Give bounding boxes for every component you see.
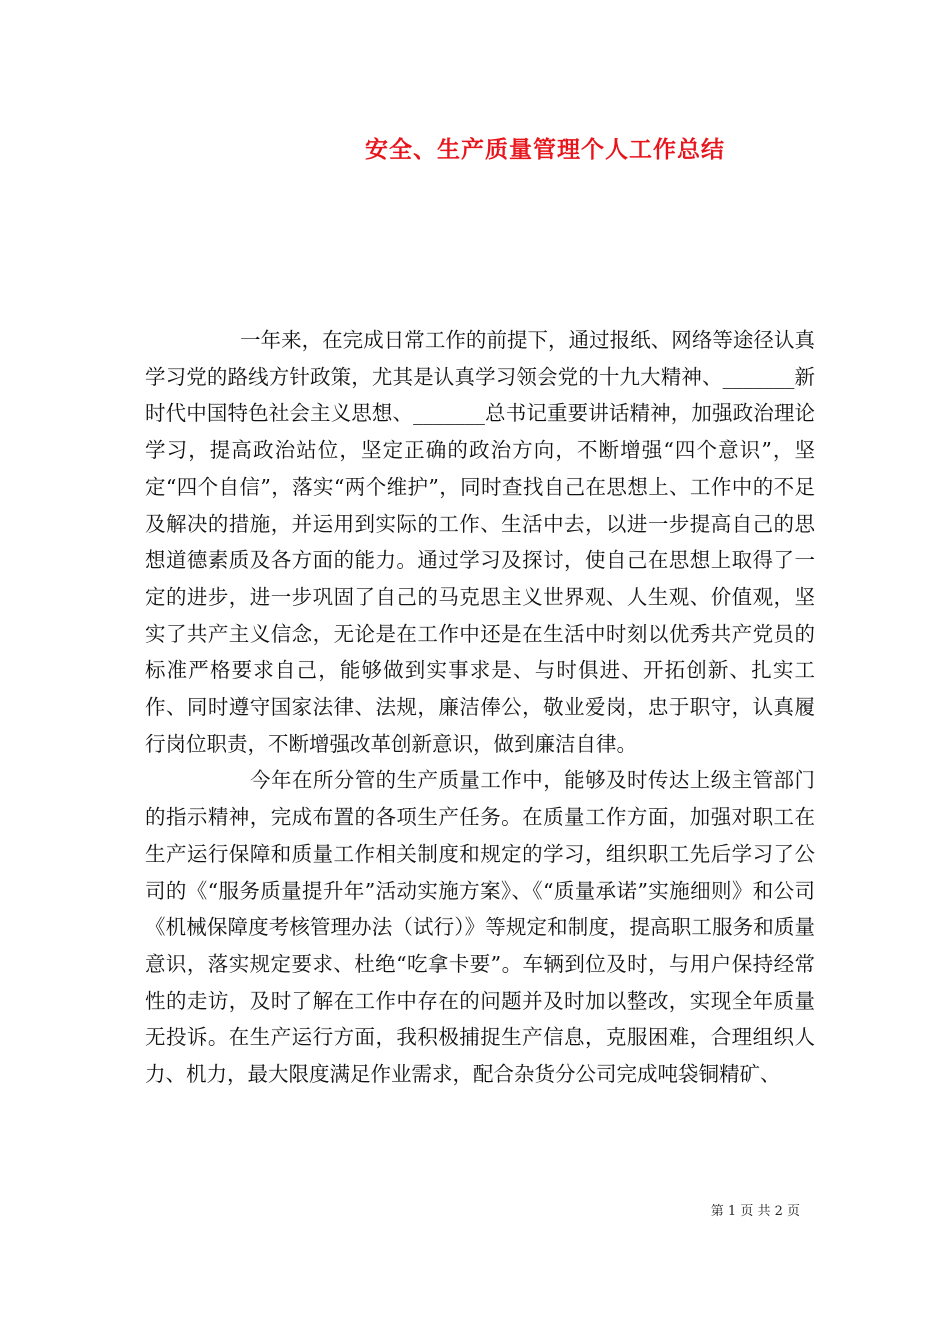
page-number-footer: 第 1 页 共 2 页 [710, 1204, 800, 1219]
document-body [145, 322, 815, 1093]
document-title: 安全、生产质量管理个人工作总结 [365, 136, 725, 163]
paragraph-1: 一年来，在完成日常工作的前提下，通过报纸、网络等途径认真学习党的路线方针政策，尤其是认真学习领会党的十九大精神、_______新时代中国特色社会主义思想、_______总书记重要讲话精神，加强政治理论学习，提高政治站位，坚定正确的政治方向，不断增强“四个意识”，坚定“四个自信”，落实“两个维护”，同时查找自己在思想上、工作中的不足及解决的措施，并运用到实际的工作、生活中去，以进一步提高自己的思想道德素质及各方面的能力。通过学习及探讨，使自己在思想上取得了一定的进步，进一步巩固了自己的马克思主义世界观、人生观、价值观，坚实了共产主义信念，无论是在工作中还是在生活中时刻以优秀共产党员的标准严格要求自己，能够做到实事求是、与时俱进、开拓创新、扎实工作、同时遵守国家法律、法规，廉洁俸公，敬业爱岗，忠于职守，认真履行岗位职责，不断增强改革创新意识，做到廉洁自律。 [145, 328, 815, 756]
paragraph-2: 今年在所分管的生产质量工作中，能够及时传达上级主管部门的指示精神，完成布置的各项生产任务。在质量工作方面，加强对职工在生产运行保障和质量工作相关制度和规定的学习，组织职工先后学习了公司的《“服务质量提升年”活动实施方案》、《“质量承诺”实施细则》和公司《机械保障度考核管理办法（试行）》等规定和制度，提高职工服务和质量意识，落实规定要求、杜绝“吃拿卡要”。车辆到位及时，与用户保持经常性的走访，及时了解在工作中存在的问题并及时加以整改，实现全年质量无投诉。在生产运行方面，我积极捕捉生产信息，克服困难，合理组织人力、机力，最大限度满足作业需求，配合杂货分公司完成吨袋铜精矿、 [145, 768, 815, 1087]
